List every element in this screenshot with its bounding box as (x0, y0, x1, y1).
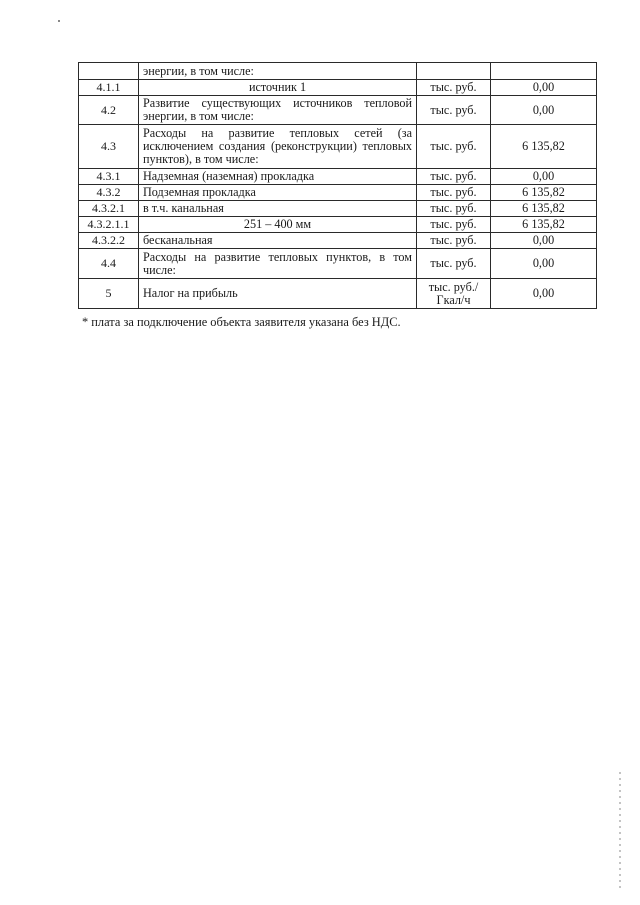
table-row (79, 249, 597, 279)
scan-edge-artifact (619, 770, 621, 890)
table-row (79, 96, 597, 125)
table-row (79, 63, 597, 80)
row-unit: тыс. руб. (417, 169, 491, 185)
table-row (79, 185, 597, 201)
table-row (79, 125, 597, 169)
row-value: 6 135,82 (491, 217, 597, 233)
row-unit: тыс. руб. (417, 217, 491, 233)
row-value: 0,00 (491, 279, 597, 309)
row-number: 4.3.2.1 (79, 201, 139, 217)
cost-table (78, 62, 597, 309)
row-name: Налог на прибыль (139, 279, 417, 309)
row-name: Развитие существующих источников тепловой энергии, в том числе: (139, 96, 417, 125)
row-name: источник 1 (139, 80, 417, 96)
row-value: 0,00 (491, 169, 597, 185)
row-unit: тыс. руб. (417, 233, 491, 249)
cost-table-container (78, 62, 596, 309)
row-number (79, 63, 139, 80)
row-unit: тыс. руб. (417, 80, 491, 96)
row-number: 5 (79, 279, 139, 309)
row-unit: тыс. руб. (417, 125, 491, 169)
table-row (79, 80, 597, 96)
row-unit: тыс. руб. (417, 185, 491, 201)
row-number: 4.4 (79, 249, 139, 279)
row-name: 251 – 400 мм (139, 217, 417, 233)
row-value: 0,00 (491, 249, 597, 279)
row-name: Расходы на развитие тепловых пунктов, в том числе: (139, 249, 417, 279)
row-name: энергии, в том числе: (139, 63, 417, 80)
row-value: 0,00 (491, 80, 597, 96)
scan-artifact (58, 20, 60, 22)
row-number: 4.3.1 (79, 169, 139, 185)
row-unit: тыс. руб. (417, 201, 491, 217)
table-row (79, 201, 597, 217)
row-value (491, 63, 597, 80)
row-name: Подземная прокладка (139, 185, 417, 201)
cost-table-body (79, 63, 597, 309)
row-number: 4.3.2.2 (79, 233, 139, 249)
row-number: 4.3 (79, 125, 139, 169)
row-unit: тыс. руб./ Гкал/ч (417, 279, 491, 309)
row-name: Надземная (наземная) прокладка (139, 169, 417, 185)
row-number: 4.3.2.1.1 (79, 217, 139, 233)
row-name: Расходы на развитие тепловых сетей (за исключением создания (реконструкции) тепловых пунктов), в том числе: (139, 125, 417, 169)
row-name: в т.ч. канальная (139, 201, 417, 217)
row-value: 0,00 (491, 96, 597, 125)
table-row (79, 279, 597, 309)
row-value: 6 135,82 (491, 185, 597, 201)
row-value: 6 135,82 (491, 201, 597, 217)
row-number: 4.3.2 (79, 185, 139, 201)
vat-footnote: * плата за подключение объекта заявителя указана без НДС. (82, 315, 401, 329)
table-row (79, 233, 597, 249)
row-number: 4.2 (79, 96, 139, 125)
table-row (79, 169, 597, 185)
row-name: бесканальная (139, 233, 417, 249)
table-row (79, 217, 597, 233)
row-number: 4.1.1 (79, 80, 139, 96)
row-unit: тыс. руб. (417, 96, 491, 125)
row-unit: тыс. руб. (417, 249, 491, 279)
row-value: 0,00 (491, 233, 597, 249)
row-unit (417, 63, 491, 80)
row-value: 6 135,82 (491, 125, 597, 169)
